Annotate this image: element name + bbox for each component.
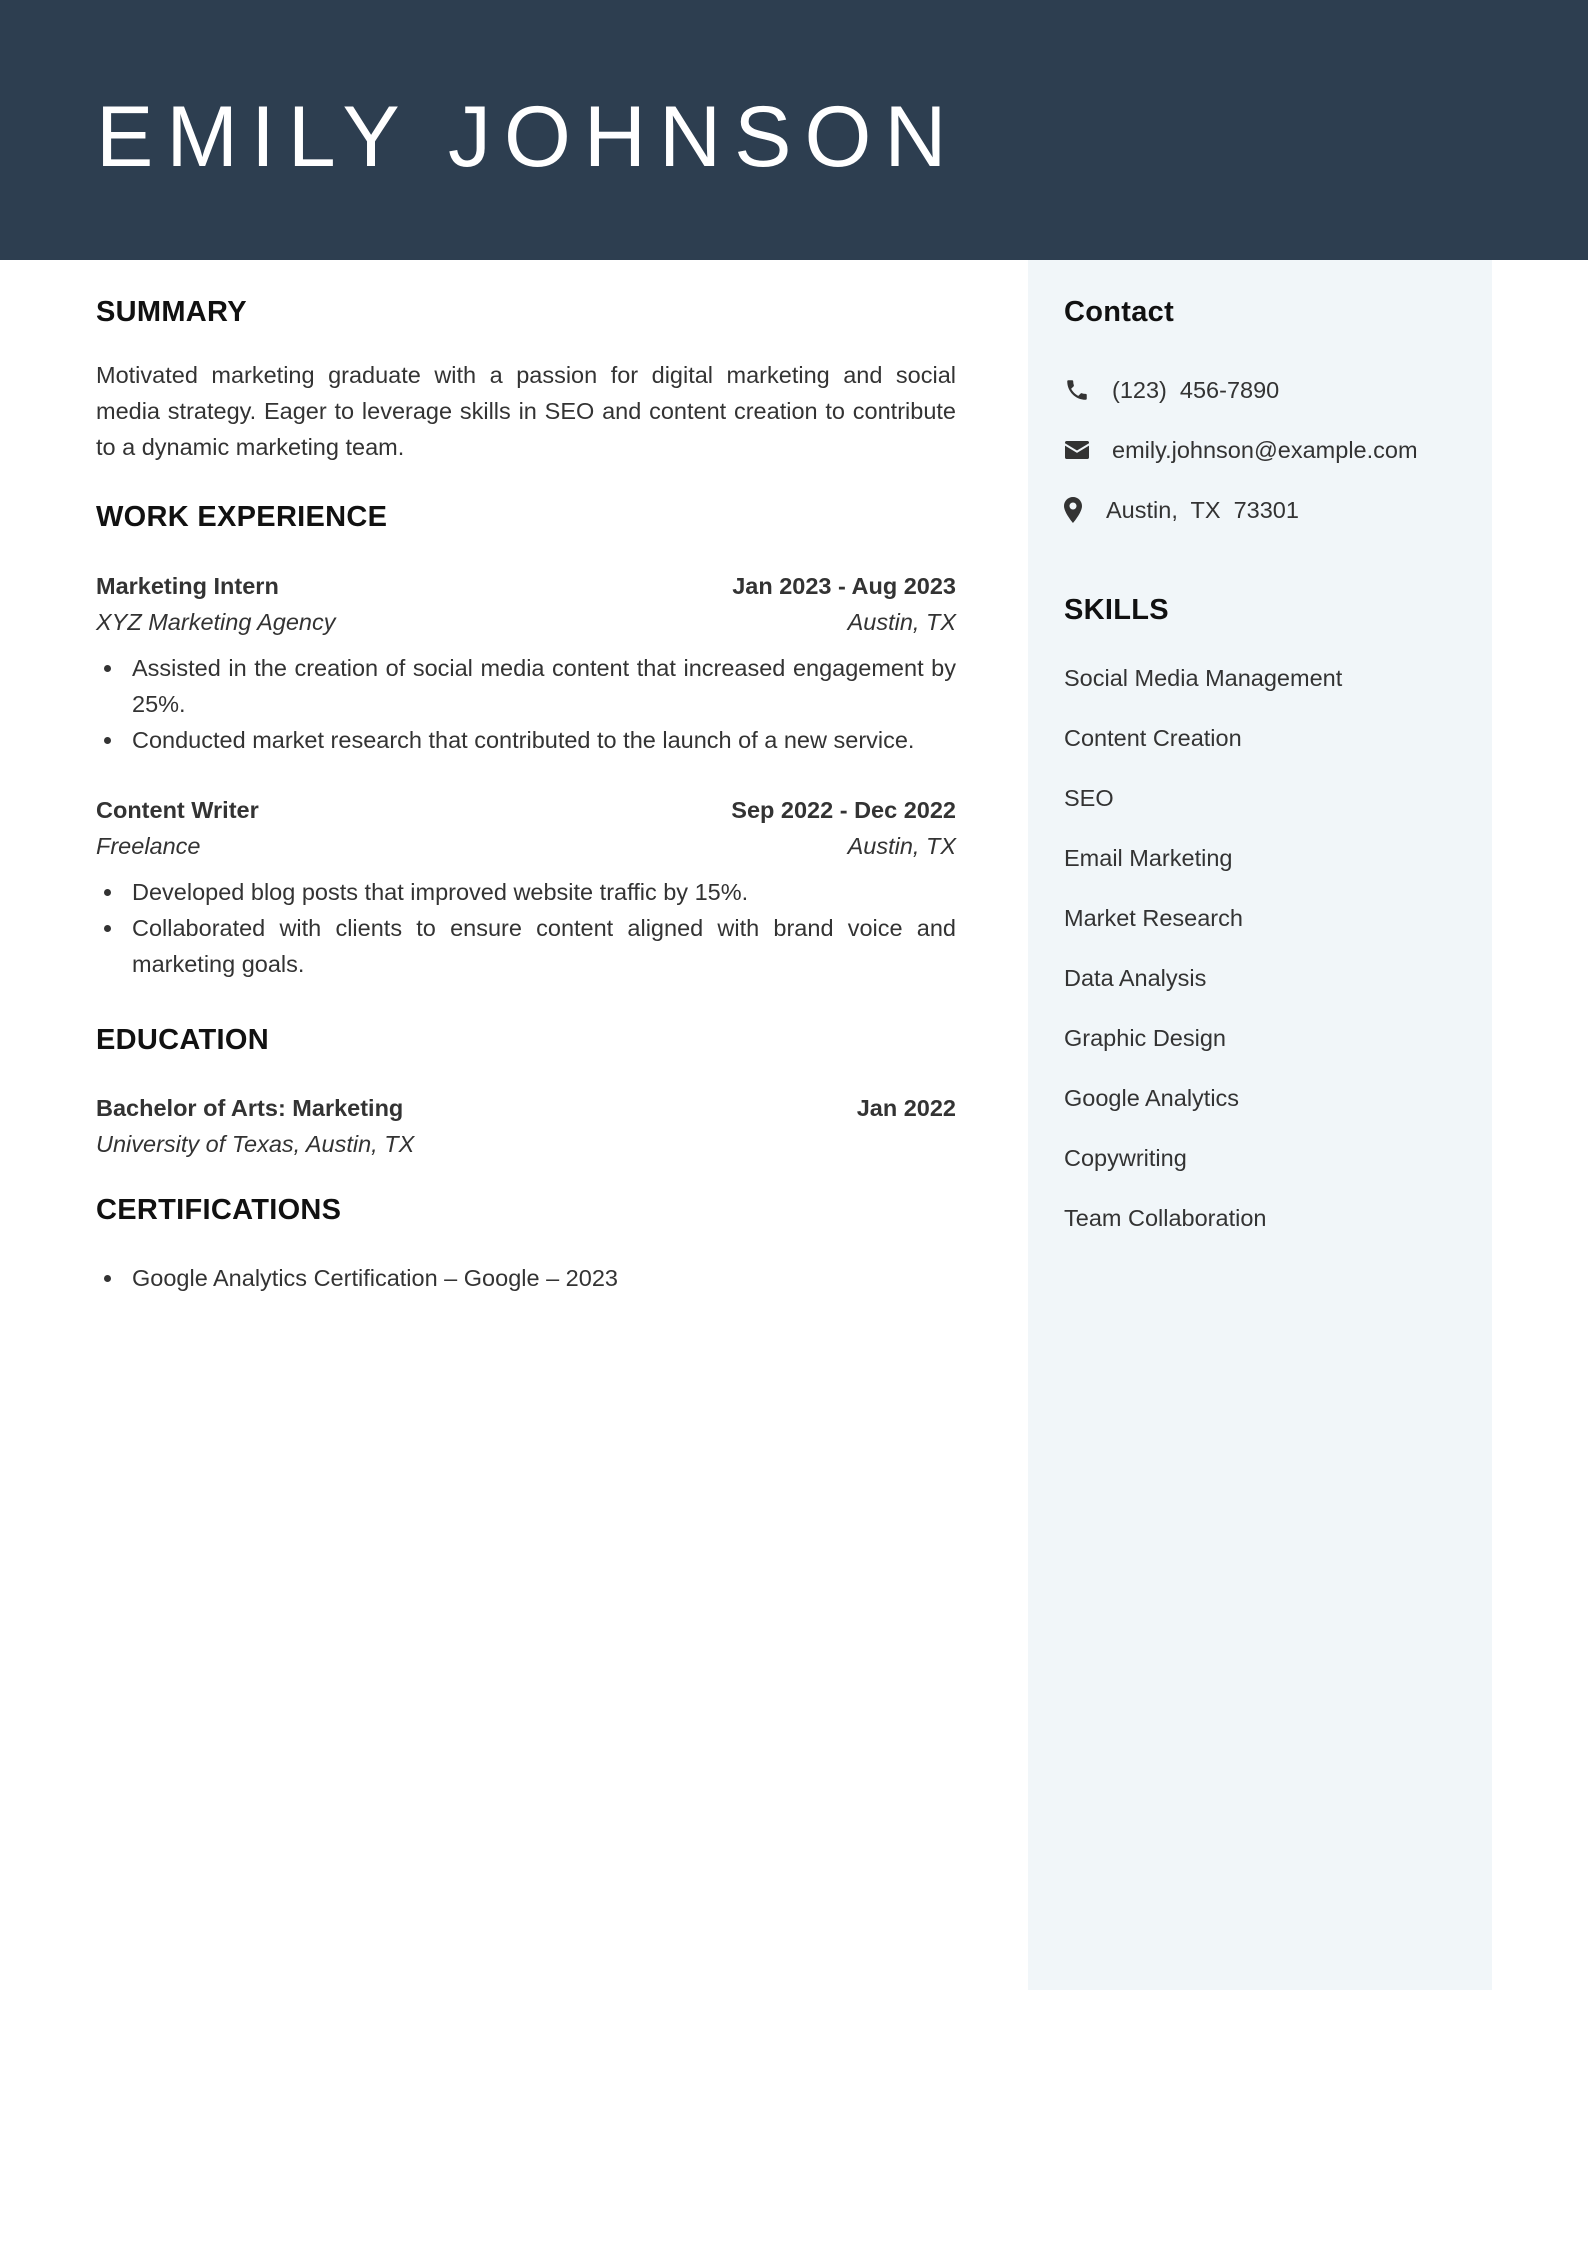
job-role: Content Writer [96,797,259,823]
bullet-text: Developed blog posts that improved website traffic by 15%. [132,879,749,905]
sidebar [1028,260,1492,1990]
bullet-text: Assisted in the creation of social media content that increased engagement by 25%. [132,655,956,717]
skill-item: Graphic Design [1064,1025,1226,1051]
skill-item: Content Creation [1064,725,1242,751]
education-entry [96,1090,956,1162]
job-role: Marketing Intern [96,573,279,599]
education-date: Jan 2022 [856,1095,956,1121]
bullet-item [96,910,956,982]
job-company: XYZ Marketing Agency [96,609,336,635]
envelope-icon [1064,440,1090,460]
job-bullets [96,874,956,982]
job-dates: Sep 2022 - Dec 2022 [731,797,956,823]
skill-item: Team Collaboration [1064,1205,1267,1231]
school: University of Texas, Austin, TX [96,1131,415,1157]
job-entry [96,568,956,758]
phone-icon [1064,377,1090,403]
skills-title: SKILLS [1064,594,1169,626]
location-text: Austin, TX 73301 [1106,497,1299,523]
certification-item [96,1260,956,1296]
summary-text: Motivated marketing graduate with a passion for digital marketing and social media strategy. Eager to leverage skills in SEO and content creation to contribute to a dynamic marketing team. [96,362,956,460]
email-address: emily.johnson@example.com [1112,437,1418,463]
summary-title: SUMMARY [96,296,247,328]
map-pin-icon [1064,497,1082,523]
phone-number: (123) 456-7890 [1112,377,1280,403]
header-banner [0,0,1588,260]
skill-item: Market Research [1064,905,1243,931]
bullet-dot [104,1275,111,1282]
contact-phone [1064,372,1279,408]
education-title: EDUCATION [96,1024,269,1056]
skill-item: Social Media Management [1064,665,1343,691]
bullet-dot [104,889,111,896]
skill-item: Email Marketing [1064,845,1233,871]
job-entry [96,792,956,982]
contact-title: Contact [1064,296,1175,328]
skill-item: Data Analysis [1064,965,1207,991]
skill-item: Google Analytics [1064,1085,1240,1111]
contact-email [1064,432,1418,468]
job-location: Austin, TX [847,833,956,859]
certifications-title: CERTIFICATIONS [96,1194,342,1226]
bullet-item [96,722,956,758]
bullet-dot [104,665,111,672]
job-company: Freelance [96,833,201,859]
bullet-item [96,650,956,722]
work-experience-title: WORK EXPERIENCE [96,501,388,533]
degree: Bachelor of Arts: Marketing [96,1095,404,1121]
contact-location [1064,492,1299,528]
skills-list [1064,660,1342,1260]
skill-item: SEO [1064,785,1114,811]
certifications-list [96,1260,956,1296]
bullet-item [96,874,956,910]
certification-text: Google Analytics Certification – Google – 2023 [132,1265,618,1291]
job-dates: Jan 2023 - Aug 2023 [732,573,956,599]
candidate-name: EMILY JOHNSON [96,89,960,185]
skill-item: Copywriting [1064,1145,1187,1171]
bullet-dot [104,737,111,744]
job-bullets [96,650,956,758]
bullet-dot [104,925,111,932]
bullet-text: Collaborated with clients to ensure content aligned with brand voice and marketing goals. [132,915,956,977]
bullet-text: Conducted market research that contributed to the launch of a new service. [132,727,915,753]
job-location: Austin, TX [847,609,956,635]
